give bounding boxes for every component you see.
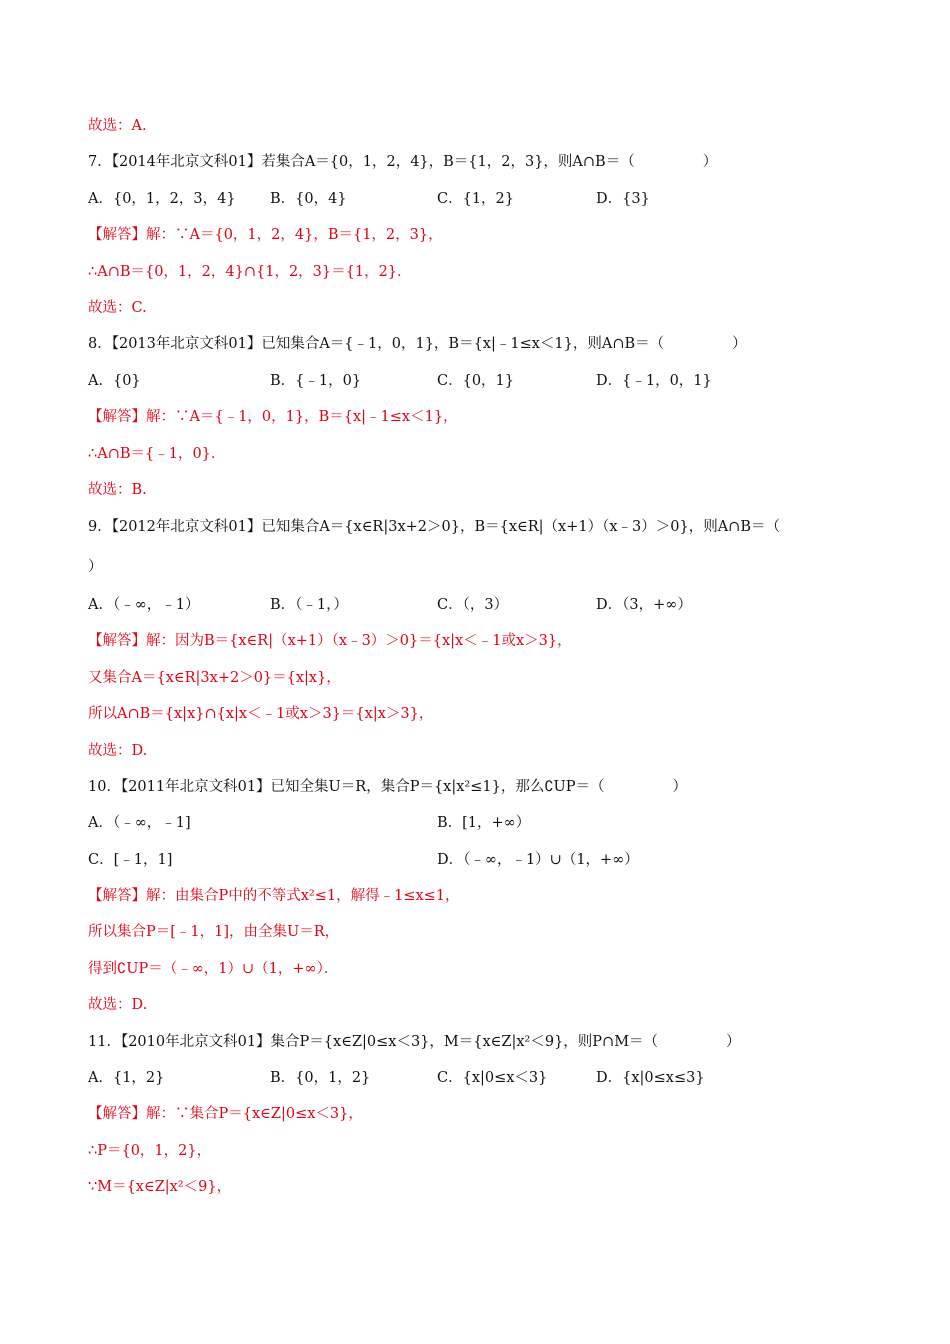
question-9: 9．【2012年北京文科01】已知集合A＝{x∈R|3x+2＞0}，B＝{x∈R|（x+1）（x﹣3）＞0}，则A∩B＝（ bbox=[88, 519, 780, 535]
paren-close: ） bbox=[88, 559, 103, 575]
solution-line: ∴A∩B＝{﹣1，0}． bbox=[88, 446, 226, 462]
option-c: C．{x|0≤x＜3} bbox=[437, 1070, 548, 1086]
option-d: D．（﹣∞，﹣1）∪（1，+∞） bbox=[437, 852, 639, 868]
option-c: C．[﹣1，1] bbox=[88, 852, 173, 868]
solution-line: 所以A∩B＝{x|x}∩{x|x＜﹣1或x＞3}＝{x|x＞3}， bbox=[88, 706, 434, 722]
option-c: C．{0，1} bbox=[437, 373, 514, 389]
option-a: A．{0} bbox=[88, 373, 141, 389]
solution-line: ∴P＝{0，1，2}， bbox=[88, 1143, 212, 1159]
solution-line: ∴A∩B＝{0，1，2，4}∩{1，2，3}＝{1，2}． bbox=[88, 264, 412, 280]
answer-choice: 故选：C. bbox=[88, 300, 147, 316]
solution-line: 【解答】解：∵A＝{0，1，2，4}，B＝{1，2，3}， bbox=[88, 227, 443, 243]
option-a: A．{0，1，2，3，4} bbox=[88, 191, 236, 207]
question-text: 8．【2013年北京文科01】已知集合A＝{﹣1，0，1}，B＝{x|﹣1≤x＜1}，则A∩B＝（ bbox=[88, 336, 665, 352]
question-text: 10．【2011年北京文科01】已知全集U＝R，集合P＝{x|x²≤1}，那么∁UP＝（ bbox=[88, 779, 605, 795]
solution-line: 所以集合P＝[﹣1，1]，由全集U＝R， bbox=[88, 924, 340, 940]
paren-close: ） bbox=[726, 1034, 741, 1050]
solution-line: 【解答】解：因为B＝{x∈R|（x+1）（x﹣3）＞0}＝{x|x＜﹣1或x＞3}， bbox=[88, 633, 572, 649]
option-d: D．{x|0≤x≤3} bbox=[596, 1070, 705, 1086]
answer-choice: 故选：A. bbox=[88, 118, 147, 134]
solution-line: 得到∁UP＝（﹣∞，1）∪（1，+∞）． bbox=[88, 961, 339, 977]
option-b: B．{0，4} bbox=[270, 191, 347, 207]
answer-choice: 故选：D. bbox=[88, 743, 148, 759]
question-11 bbox=[88, 1032, 741, 1052]
option-a: A．（﹣∞，﹣1） bbox=[88, 597, 200, 613]
option-d: D．{﹣1，0，1} bbox=[596, 373, 712, 389]
solution-line: 又集合A＝{x∈R|3x+2＞0}＝{x|x}， bbox=[88, 670, 341, 686]
solution-line: 【解答】解：∵集合P＝{x∈Z|0≤x＜3}， bbox=[88, 1106, 363, 1122]
option-a: A．{1，2} bbox=[88, 1070, 165, 1086]
option-a: A．（﹣∞，﹣1] bbox=[88, 815, 191, 831]
question-text: 11．【2010年北京文科01】集合P＝{x∈Z|0≤x＜3}，M＝{x∈Z|x²＜9}，则P∩M＝（ bbox=[88, 1034, 659, 1050]
option-b: B．{﹣1，0} bbox=[270, 373, 362, 389]
answer-choice: 故选：D. bbox=[88, 997, 148, 1013]
question-text: 7．【2014年北京文科01】若集合A＝{0，1，2，4}，B＝{1，2，3}，则A∩B＝（ bbox=[88, 154, 635, 170]
option-c: C．{1，2} bbox=[437, 191, 514, 207]
answer-choice: 故选：B. bbox=[88, 482, 147, 498]
option-d: D．（3，+∞） bbox=[596, 597, 692, 613]
solution-line: ∵M＝{x∈Z|x²＜9}， bbox=[88, 1179, 232, 1195]
question-10 bbox=[88, 777, 687, 797]
solution-line: 【解答】解：∵A＝{﹣1，0，1}，B＝{x|﹣1≤x＜1}， bbox=[88, 409, 458, 425]
option-b: B．（﹣1，） bbox=[270, 597, 348, 613]
option-d: D．{3} bbox=[596, 191, 650, 207]
question-7 bbox=[88, 152, 717, 172]
option-c: C．（，3） bbox=[437, 597, 509, 613]
paren-close: ） bbox=[672, 779, 688, 795]
solution-line: 【解答】解：由集合P中的不等式x²≤1，解得﹣1≤x≤1， bbox=[88, 888, 460, 904]
option-b: B．{0，1，2} bbox=[270, 1070, 371, 1086]
option-b: B．[1，+∞） bbox=[437, 815, 531, 831]
paren-close: ） bbox=[732, 336, 747, 352]
question-8 bbox=[88, 334, 747, 354]
paren-close: ） bbox=[702, 154, 718, 170]
